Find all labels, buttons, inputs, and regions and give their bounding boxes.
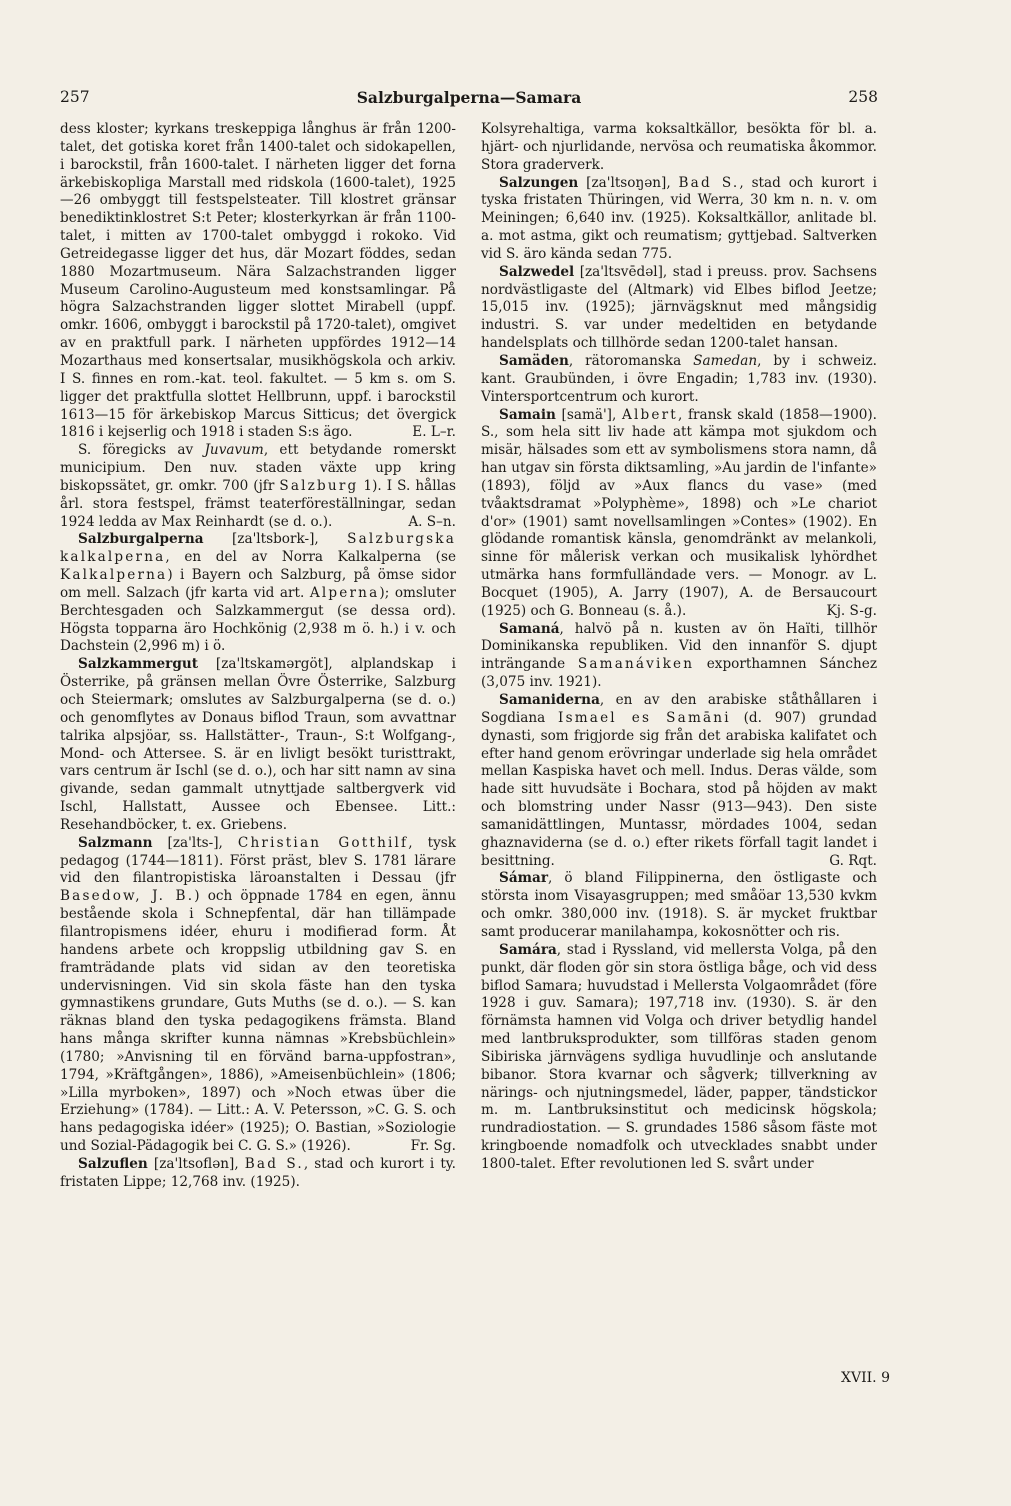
article-paragraph — [481, 621, 877, 692]
spaced-reference: Salzburg — [279, 477, 359, 494]
text-run: [samä'], — [555, 406, 622, 423]
text-run: ) och öppnade 1784 en egen, ännu bestående skola i Schnepfental, där han tillämpade filantropismens idéer, ehuru i modifierad form. Åt handens arbete och kroppslig utbildning gav S. en framträdande plats vid sidan av den teoretiska undervisningen. Vid sin skola fäste han den tyska gymnastikens grundare, Guts Muths (se d. o.). — S. kan räknas bland den tyska pedagogikens främsta. Bland hans många skrifter kunna nämnas »Krebsbüchlein» (1780; »Anvisning til en förvänd barna-uppfostran», 1794, »Kräftgången», 1886), »Ameisenbüchlein» (1806; »Lilla myrboken», 1897) och »Noch etwas über die Erziehung» (1784). — Litt.: A. V. Petersson, »C. G. S. och hans pedagogiska idéer» (1925); O. Bastian, »Soziologie und Sozial-Pädagogik bei C. G. S.» (1926). — [60, 888, 456, 1155]
headword: Salzburgalperna — [78, 531, 204, 548]
headword: Samaniderna — [499, 692, 600, 708]
italic-term: Juvavum — [204, 442, 264, 459]
text-run: , stad och kurort i ty. fristaten Lippe; 12,768 inv. (1925). — [60, 1155, 456, 1190]
text-run: [za'ltsoflən], — [147, 1155, 245, 1172]
spaced-reference: Bad S. — [244, 1155, 304, 1172]
italic-term: Samedan — [693, 352, 758, 369]
text-run: , rätoromanska — [568, 352, 694, 369]
text-run: , fransk skald (1858—1900). S., som hela sitt liv hade att kämpa mot sjukdom och misär, hälsades som ett av symbolismens stora namn, då han utgav sin första diktsamling, »Au jardin de l'infante» (1893), följd av »Aux flancs du vase» (med tvåaktsdramat »Polyphème», 1898) och »Le chariot d'or» (1901) samt novellsamlingen »Contes» (1902). En glödande romantisk känsla, genomdränkt av melankoli, sinne för målerisk verkan och musikalisk lyhördhet utmärka hans formfulländade vers. — Monogr. av L. Bocquet (1905), A. Jarry (1907), A. de Bersaucourt (1925) och G. Bonneau (s. å.). — [481, 406, 877, 619]
headword: Salzuflen — [78, 1155, 148, 1172]
text-run: dess kloster; kyrkans treskeppiga långhus är från 1200-talet, det gotiska koret från 1400-talet och sidokapellen, i barockstil, från 1600-talet. I närheten ligger det forna ärkebiskopliga Marstall med ridskola (1600-talet), 1925—26 ombyggt till festspelsteater. Till klostret gränsar benediktinklostret S:t Peter; klosterkyrkan är från 1100-talet, i mitten av 1700-talet ombyggd i rokoko. Vid Getreidegasse ligger det hus, där Mozart föddes, sedan 1880 Mozartmuseum. Nära Salzachstranden ligger Museum Carolino-Augusteum med konstsamlingar. På högra Salzachstranden ligger slottet Mirabell (uppf. omkr. 1606, ombyggt i barockstil på 1720-talet), omgivet av en praktfull park. I närheten uppfördes 1912—14 Mozarthaus med konsertsalar, musikhögskola och arkiv. I S. finnes en rom.-kat. teol. fakultet. — 5 km s. om S. ligger det praktfulla slottet Hellbrunn, uppf. i barockstil 1613—15 för ärkebiskop Marcus Sitticus; det övergick 1816 i kejserlig och 1918 i staden S:s ägo. — [60, 121, 456, 441]
text-run: ); omsluter Berchtesgaden och Salzkammergut (se dessa ord). Högsta topparna äro Hochkönig (2,938 m ö. h.) i v. och Dachstein (2,996 m) i ö. — [60, 584, 456, 655]
article-paragraph — [60, 656, 456, 834]
text-run: , halvö på n. kusten av ön Haïti, tillhör Dominikanska republiken. Vid den innanför S. djupt inträngande — [481, 620, 877, 673]
right-text-column — [481, 121, 877, 1174]
text-run: [za'ltsbork-], — [203, 531, 348, 548]
text-run: exporthamnen Sánchez (3,075 inv. 1921). — [481, 656, 877, 691]
article-paragraph — [481, 692, 877, 870]
headword: Salzkammergut — [78, 656, 198, 673]
article-paragraph — [60, 1156, 456, 1192]
article-paragraph — [481, 870, 877, 941]
running-header — [60, 88, 878, 112]
text-run: (d. 907) grundad dynasti, som frigjorde sig från det arabiska kalifatet och efter hand genom erövringar underlade sig hela området mellan Kaspiska havet och mell. Indus. Deras välde, som hade sitt huvudsäte i Bochara, stod på höjden av makt och blomstring under Nassr (913—943). Den siste samanidättlingen, Muntassr, mördades 1004, sedan ghaznaviderna (se d. o.) efter rikets förfall tagit landet i besittning. — [481, 709, 877, 869]
spaced-reference: Ismael es Samāni — [558, 709, 731, 726]
left-text-column — [60, 121, 456, 1192]
headword: Salzmann — [78, 834, 153, 851]
author-signature: E. L–r. — [412, 424, 456, 441]
text-run: [za'ltskamərgöt], alplandskap i Österrike, på gränsen mellan Övre Österrike, Salzburg och Steiermark; omslutes av Salzburgalperna (se d. o.) och genomflytes av Donaus biflod Traun, som avvattnar talrika alpsjöar, ss. Hallstätter-, Traun-, S:t Wolfgang-, Mond- och Attersee. S. är en livligt besökt turisttrakt, vars centrum är Ischl (se d. o.), och har sitt namn av sina givande, sedan gammalt utnyttjade saltbergverk vid Ischl, Hallstatt, Aussee och Ebensee. Litt.: Resehandböcker, t. ex. Griebens. — [60, 656, 456, 833]
text-run: [za'lts-], — [152, 834, 238, 851]
text-run: Kolsyrehaltiga, varma koksaltkällor, besökta för bl. a. hjärt- och njurlidande, nervösa och reumatiska åkommor. Stora graderverk. — [481, 121, 877, 173]
article-paragraph — [60, 121, 456, 442]
page-number-left: 257 — [60, 88, 90, 106]
headword: Samäden — [499, 352, 569, 369]
text-run: , ett betydande romerskt municipium. Den nuv. staden växte upp kring biskopssätet, gr. omkr. 700 (jfr — [60, 442, 457, 494]
article-paragraph — [60, 442, 456, 531]
running-title: Salzburgalperna—Samara — [356, 88, 582, 107]
author-signature: A. S–n. — [408, 513, 456, 530]
page-number-right: 258 — [848, 88, 878, 106]
text-run: , en del av Norra Kalkalperna (se — [165, 549, 456, 566]
spaced-reference: Christian Gotthilf — [237, 834, 409, 851]
author-signature: G. Rqt. — [829, 852, 877, 869]
headword: Samaná — [499, 620, 560, 637]
text-run: 1). I S. hållas årl. stora festspel, främst teaterföreställningar, sedan 1924 ledda av Max Reinhardt (se d. o.). — [60, 477, 456, 530]
text-run: ) i Bayern och Salzburg, på ömse sidor om mell. Salzach (jfr karta vid art. — [60, 567, 456, 601]
article-paragraph — [481, 175, 877, 264]
headword: Salzungen — [499, 174, 579, 191]
text-run: S. föregicks av — [78, 442, 205, 459]
text-run: , stad i Ryssland, vid mellersta Volga, på den punkt, där floden gör sin stora östliga båge, och vid dess biflod Samara; huvudstad i Mellersta Volgaområdet (före 1928 i guv. Samara); 197,718 inv. (1930). S. är den förnämsta hamnen vid Volga och driver betydlig handel med lantbruksprodukter, som tillföras staden genom Sibiriska järnvägens sydliga huvudlinje och anslutande bibanor. Stora kvarnar och sågverk; tillverkning av närings- och njutningsmedel, läder, papper, tändstickor m. m. Lantbruksinstitut och medicinsk högskola; rundradiostation. — S. grundades 1586 såsom fäste mot kringboende nomadfolk och utvecklades snabbt under 1800-talet. Efter revolutionen led S. svårt under — [481, 941, 877, 1172]
text-run: [za'ltsvēdəl], stad i preuss. prov. Sachsens nordvästligaste del (Altmark) vid Elbes biflod Jeetze; 15,015 inv. (1925); järnvägsknut med mångsidig industri. S. var under medeltiden en betydande handelsplats och tillhörde sedan 1200-talet hansan. — [481, 263, 877, 352]
article-paragraph — [481, 942, 877, 1174]
text-run: [za'ltsoŋən], — [578, 174, 679, 191]
article-paragraph — [481, 264, 877, 353]
headword: Salzwedel — [499, 263, 575, 280]
article-paragraph — [481, 407, 877, 621]
author-signature: Fr. Sg. — [410, 1138, 456, 1155]
article-paragraph — [481, 353, 877, 407]
text-run: , stad och kurort i tyska fristaten Thüringen, vid Werra, 30 km n. n. v. om Meiningen; 6,640 inv. (1925). Koksaltkällor, anlitade bl. a. mot astma, gikt och reumatism; gyttjebad. Saltverken vid S. äro kända sedan 775. — [481, 174, 877, 262]
spaced-reference: Salzburgska kalkalperna — [60, 531, 456, 566]
text-run: , tysk pedagog (1744—1811). Först präst, blev S. 1781 lärare vid den filantropistiska läroanstalten i Dessau (jfr — [60, 834, 457, 887]
spaced-reference: Alperna — [309, 584, 380, 601]
spaced-reference: Kalkalperna — [60, 567, 168, 584]
headword: Samain — [499, 406, 556, 423]
author-signature: Kj. S-g. — [826, 602, 877, 619]
headword: Sámar — [499, 870, 548, 887]
spaced-reference: Samanáviken — [577, 656, 695, 673]
article-paragraph — [60, 531, 456, 656]
spaced-reference: Basedow, J. B. — [60, 888, 195, 905]
spaced-reference: Albert — [622, 406, 678, 423]
volume-signature: XVII. 9 — [841, 1370, 890, 1386]
article-paragraph — [481, 121, 877, 175]
headword: Samára — [499, 941, 557, 958]
text-run: , by i schweiz. kant. Graubünden, i övre Engadin; 1,783 inv. (1930). Vintersportcentrum och kurort. — [481, 352, 877, 405]
spaced-reference: Bad S. — [678, 174, 740, 191]
text-run: , ö bland Filippinerna, den östligaste och största inom Visayasgruppen; med småöar 13,530 kvkm och omkr. 380,000 inv. (1918). S. är mycket fruktbar samt producerar manilahampa, kokosnötter och ris. — [481, 870, 877, 940]
text-run: , en av den arabiske ståthållaren i Sogdiana — [481, 692, 877, 726]
article-paragraph — [60, 835, 456, 1156]
